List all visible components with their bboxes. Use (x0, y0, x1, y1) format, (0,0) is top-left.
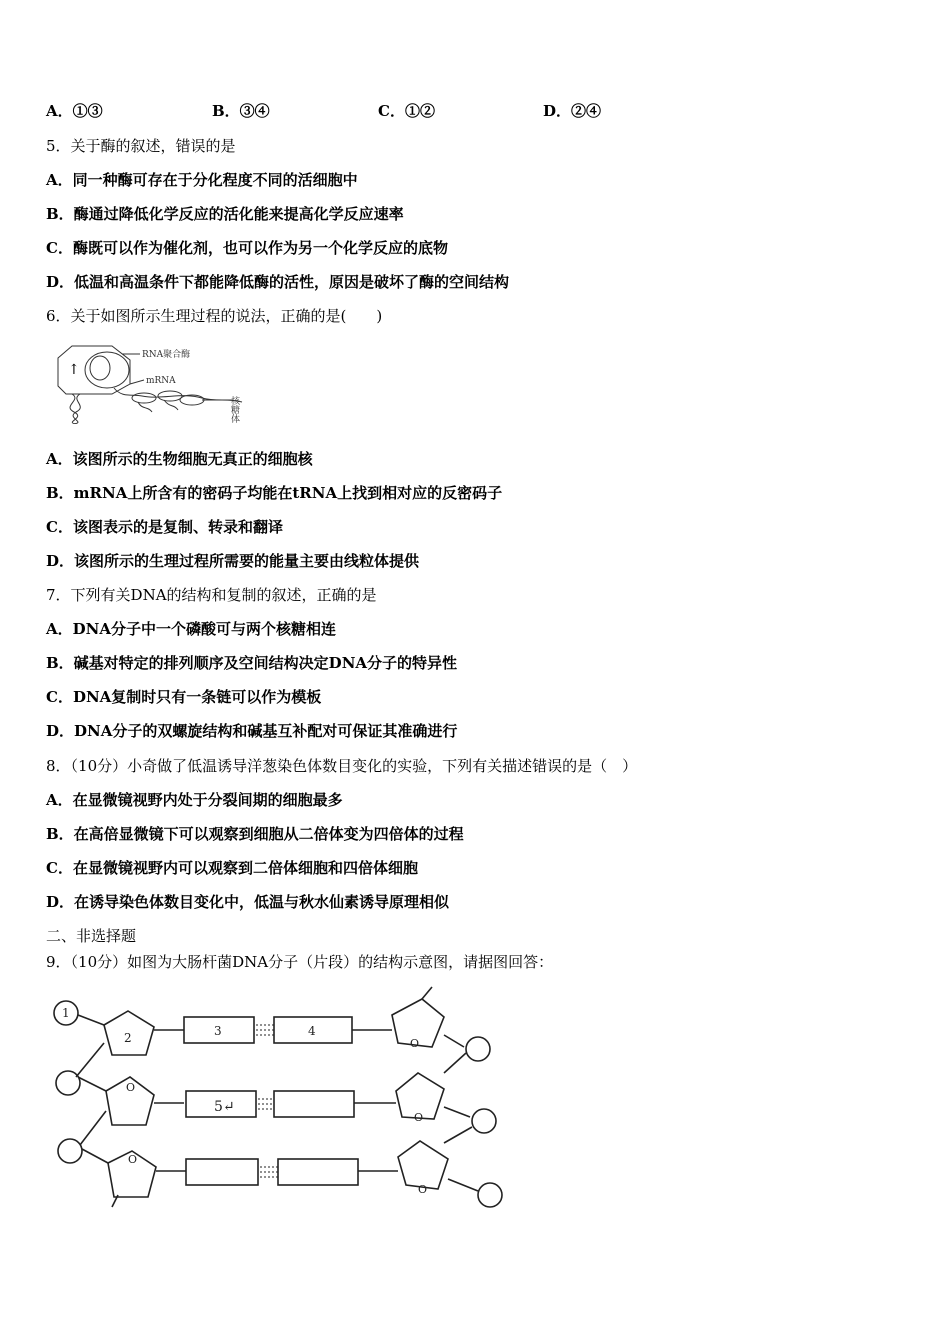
label-4: 4 (308, 1024, 316, 1038)
q6-stem: 6．关于如图所示生理过程的说法，正确的是( ) (46, 307, 383, 325)
q8-stem: 8．（10分）小奇做了低温诱导洋葱染色体数目变化的实验，下列有关描述错误的是（ ） (46, 757, 638, 775)
bond (444, 1053, 466, 1073)
q7-option-d: D．DNA分子的双螺旋结构和碱基互补配对可保证其准确进行 (46, 722, 458, 740)
base-box-7 (186, 1159, 258, 1185)
bond (422, 987, 432, 999)
q5-stem: 5．关于酶的叙述，错误的是 (46, 137, 236, 155)
q7-stem: 7．下列有关DNA的结构和复制的叙述，正确的是 (46, 586, 377, 604)
label-5: 5↵ (214, 1099, 235, 1115)
q8-option-a: A．在显微镜视野内处于分裂间期的细胞最多 (46, 791, 343, 809)
bond (80, 1111, 106, 1145)
q4-option-c: C．①② (378, 102, 435, 120)
mrna-label: mRNA (146, 376, 176, 386)
label-1: 1 (62, 1006, 70, 1020)
q8-option-c: C．在显微镜视野内可以观察到二倍体细胞和四倍体细胞 (46, 859, 418, 877)
q6-option-a: A．该图所示的生物细胞无真正的细胞核 (46, 450, 313, 468)
phosphate-circle-5 (472, 1109, 496, 1133)
bond (78, 1077, 106, 1091)
q6-option-d: D．该图所示的生理过程所需要的能量主要由线粒体提供 (46, 552, 420, 570)
rna-polymerase-inner (90, 356, 110, 380)
q6-option-b: B．mRNA上所含有的密码子均能在tRNA上找到相对应的反密码子 (46, 484, 503, 502)
peptide-2 (164, 400, 178, 410)
phosphate-circle-2 (56, 1071, 80, 1095)
q6-option-c: C．该图表示的是复制、转录和翻译 (46, 518, 283, 536)
label-3: 3 (214, 1024, 222, 1038)
dna-helix-2 (73, 394, 80, 424)
rna-polymerase-label: RNA聚合酶 (142, 350, 191, 360)
rna-polymerase-shape (85, 352, 129, 388)
bond (444, 1107, 470, 1117)
bond (82, 1149, 108, 1163)
oxygen-right-1: O (410, 1037, 420, 1050)
q7-option-b: B．碱基对特定的排列顺序及空间结构决定DNA分子的特异性 (46, 654, 458, 672)
phosphate-circle-6 (478, 1183, 502, 1207)
q9-stem: 9．（10分）如图为大肠杆菌DNA分子（片段）的结构示意图，请据图回答： (46, 953, 554, 971)
peptide-1 (138, 402, 152, 412)
q5-option-a: A．同一种酶可存在于分化程度不同的活细胞中 (46, 171, 358, 189)
q7-option-a: A．DNA分子中一个磷酸可与两个核糖相连 (46, 620, 336, 638)
leader-mrna (130, 380, 144, 384)
pentose-right-3 (398, 1141, 448, 1189)
label-2: 2 (124, 1031, 132, 1045)
bond (76, 1043, 104, 1077)
q4-option-a: A．①③ (46, 102, 103, 120)
q7-option-c: C．DNA复制时只有一条链可以作为模板 (46, 688, 322, 706)
bond (444, 1127, 472, 1143)
q8-option-b: B．在高倍显微镜下可以观察到细胞从二倍体变为四倍体的过程 (46, 825, 464, 843)
q9-dna-figure (46, 985, 516, 1215)
q5-option-d: D．低温和高温条件下都能降低酶的活性，原因是破坏了酶的空间结构 (46, 273, 510, 291)
q5-option-b: B．酶通过降低化学反应的活化能来提高化学反应速率 (46, 205, 404, 223)
phosphate-circle-4 (466, 1037, 490, 1061)
oxygen-right-3: O (418, 1183, 428, 1196)
oxygen-left-3: O (128, 1153, 138, 1166)
q4-option-b: B．③④ (212, 102, 270, 120)
ribosome-label: 核糖体 (229, 396, 239, 423)
section-title: 二、非选择题 (46, 927, 137, 945)
oxygen-right-2: O (414, 1111, 424, 1124)
base-box-6 (274, 1091, 354, 1117)
q4-option-d: D．②④ (543, 102, 602, 120)
q8-option-d: D．在诱导染色体数目变化中，低温与秋水仙素诱导原理相似 (46, 893, 450, 911)
arrow-label: ↑ (68, 362, 80, 378)
transcription-translation-diagram (52, 338, 252, 424)
phosphate-circle-3 (58, 1139, 82, 1163)
bond (444, 1035, 464, 1047)
q5-option-c: C．酶既可以作为催化剂，也可以作为另一个化学反应的底物 (46, 239, 448, 257)
q6-figure (52, 338, 252, 424)
bond (448, 1179, 478, 1191)
ribosome-1 (132, 393, 156, 403)
oxygen-left-2: O (126, 1081, 136, 1094)
dna-structure-diagram (46, 985, 516, 1215)
base-box-8 (278, 1159, 358, 1185)
bond (78, 1015, 104, 1025)
